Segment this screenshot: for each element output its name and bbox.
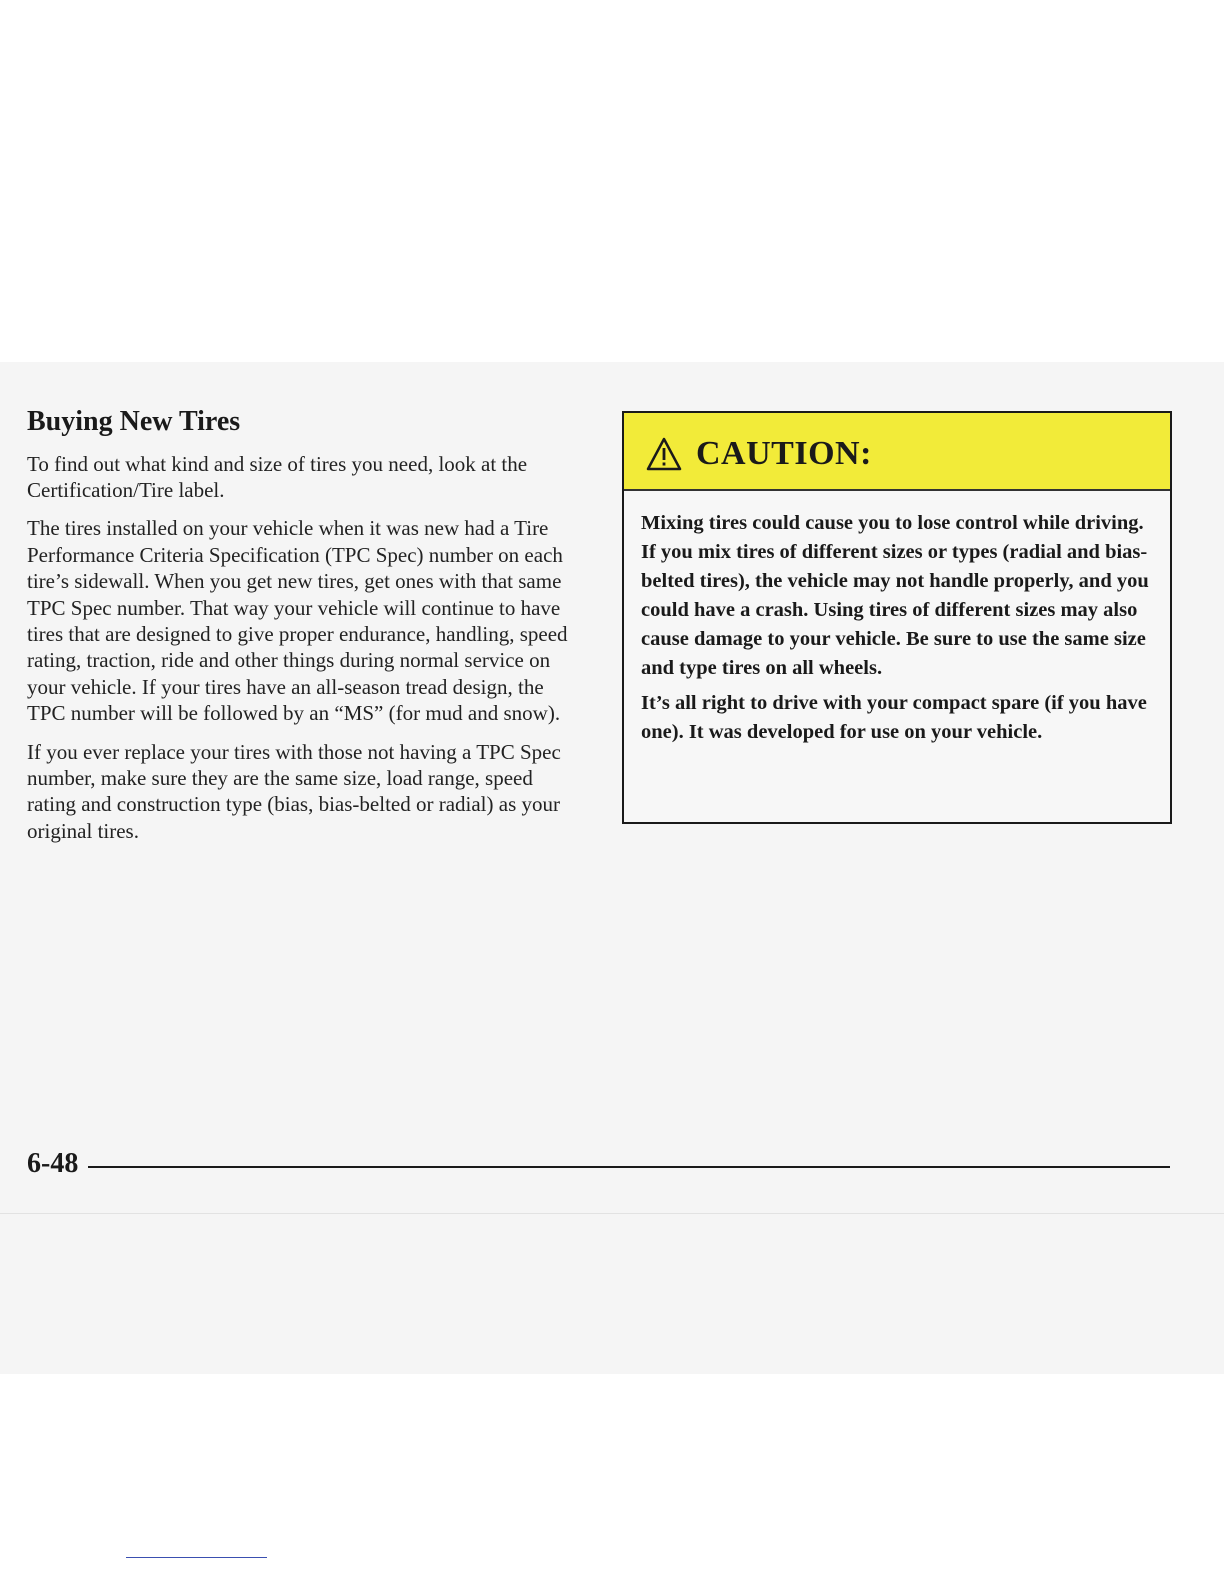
caution-box [622, 411, 1172, 824]
replacement-paragraph: If you ever replace your tires with those not having a TPC Spec number, make sure they are the same size, load range, speed rating and construction type (bias, bias-belted or radial) as your original tires. [27, 739, 561, 843]
tpc-spec-paragraph: The tires installed on your vehicle when it was new had a Tire Performance Criteria Specification (TPC Spec) number on each tire’s sidewall. When you get new tires, get ones with that same TPC Spec number. That way your vehicle will continue to have tires that are designed to give proper endurance, handling, speed rating, traction, ride and other things during normal service on your vehicle. If your tires have an all-season tread design, the TPC number will be followed by an “MS” (for mud and snow). [27, 516, 568, 726]
caution-header [624, 413, 1170, 491]
bottom-link-underline [126, 1557, 267, 1558]
section-title: Buying New Tires [27, 406, 241, 437]
caution-label: CAUTION: [696, 435, 872, 472]
page-number: 6-48 [27, 1148, 79, 1179]
buying-new-tires-section [27, 405, 587, 856]
intro-paragraph: To find out what kind and size of tires you need, look at the Certification/Tire label. [27, 451, 528, 502]
footer-rule [88, 1166, 1170, 1168]
caution-body [624, 491, 1170, 747]
caution-spare-paragraph: It’s all right to drive with your compact spare (if you have one). It was developed for use on your vehicle. [641, 692, 1147, 743]
caution-mixing-paragraph: Mixing tires could cause you to lose control while driving. If you mix tires of different sizes or types (radial and bias-belted tires), the vehicle may not handle properly, and you could have a crash. Using tires of different sizes may also cause damage to your vehicle. Be sure to use the same size and type tires on all wheels. [641, 512, 1149, 679]
page-footer [27, 1148, 1170, 1180]
scan-divider [0, 1213, 1224, 1214]
warning-triangle-icon [646, 437, 682, 471]
